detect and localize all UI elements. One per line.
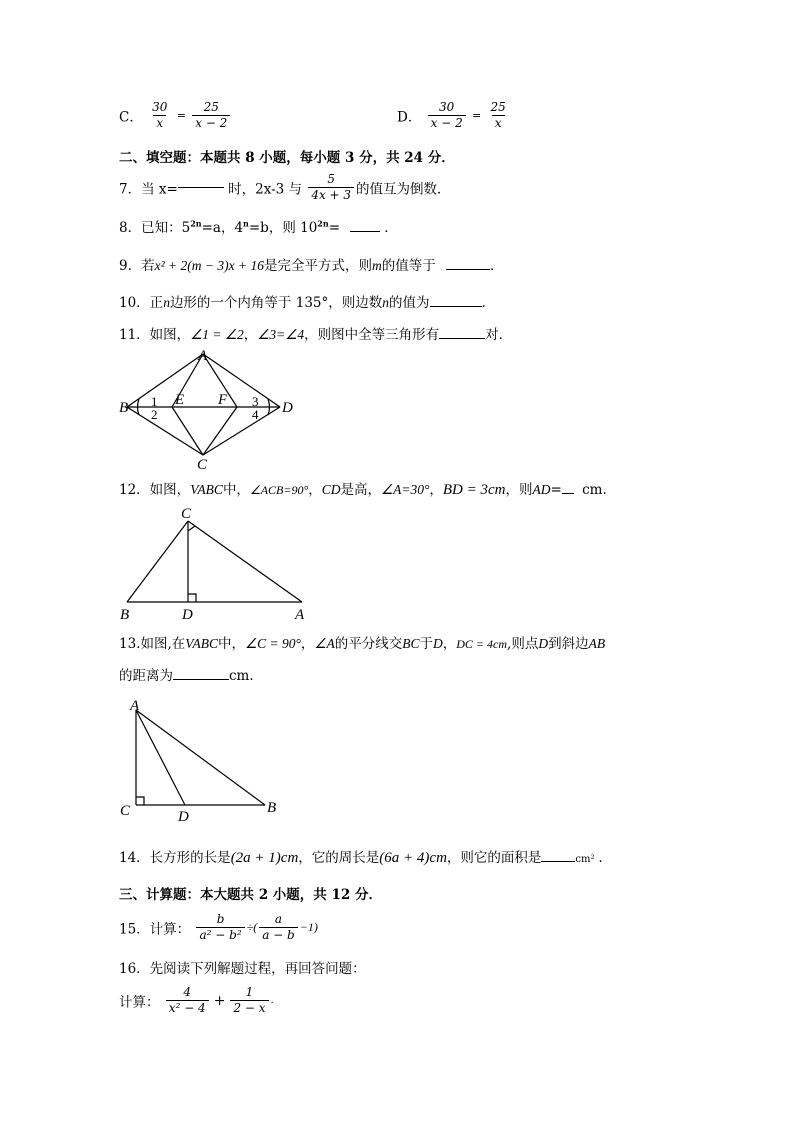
label-A: A xyxy=(130,698,140,714)
label-B: B xyxy=(120,607,130,623)
q9-expression: x² + 2(m − 3)x + 16 xyxy=(154,258,264,273)
section-3-heading: 三、计算题：本大题共 2 小题，共 12 分． xyxy=(119,887,382,903)
label-D: D xyxy=(282,400,293,416)
label-C: C xyxy=(120,803,131,819)
label-D: D xyxy=(178,809,189,825)
question-10: 10．正n边形的一个内角等于 135°，则边数n的值为 ． xyxy=(119,295,495,311)
label-F: F xyxy=(218,392,228,408)
answer-blank[interactable] xyxy=(350,231,380,232)
label-A: A xyxy=(198,348,208,364)
answer-blank[interactable] xyxy=(446,269,490,270)
option-c-left-fraction: $\frac{30}{x}$ xyxy=(152,100,168,130)
answer-blank[interactable] xyxy=(430,306,482,307)
label-D: D xyxy=(182,607,193,623)
angle-1: 1 xyxy=(151,394,158,409)
option-c-right-fraction: $\frac{25}{x - 2}$ xyxy=(192,100,230,131)
q7-fraction: $\frac{5}{4x + 3}$ xyxy=(308,172,354,203)
figure-12-right-triangle xyxy=(115,502,315,624)
figure-11-kite-diagram xyxy=(115,345,300,473)
question-12: 12．如图，VABC中，∠ACB=90°，CD是高，∠A=30°，BD = 3cm，则AD= cm. xyxy=(119,482,607,498)
answer-blank[interactable] xyxy=(173,679,229,680)
option-d-right-fraction: $\frac{25}{x}$ xyxy=(490,100,506,130)
q15-fraction-2: $\frac{a}{a - b}$ xyxy=(259,912,298,943)
question-8: 8．已知：$5^{2n}=a$，$4^n=b$，则 $10^{2n}=$ ． xyxy=(119,218,398,236)
label-A: A xyxy=(295,607,305,623)
angle-3: 3 xyxy=(252,394,259,409)
label-C: C xyxy=(181,506,192,522)
answer-blank[interactable] xyxy=(178,187,224,188)
question-9: 9．若x² + 2(m − 3)x + 16是完全平方式，则m的值等于 ． xyxy=(119,258,504,274)
angle-4: 4 xyxy=(252,407,259,422)
question-13: 13.如图,在VABC中，∠C = 90°，∠A的平分线交BC于D，DC = 4cm,则点D到斜边AB xyxy=(119,636,606,652)
label-B: B xyxy=(267,800,277,816)
option-d-label: D． xyxy=(397,109,422,126)
question-7: 7．当 x= 时，2x-3 与 $\frac{5}{4x + 3}$ 的值互为倒数． xyxy=(119,172,451,202)
answer-blank[interactable] xyxy=(562,493,574,494)
answer-blank[interactable] xyxy=(439,338,485,339)
section-2-heading: 二、填空题：本题共 8 小题，每小题 3 分，共 24 分． xyxy=(119,150,455,166)
question-11: 11．如图，∠1 = ∠2，∠3=∠4，则图中全等三角形有 对． xyxy=(119,327,513,343)
q15-fraction-1: $\frac{b}{\text{a² − b²}}$ xyxy=(196,912,244,943)
option-c: C． $\frac{30}{x}$ = $\frac{25}{x - 2}$ xyxy=(119,100,232,131)
option-c-label: C． xyxy=(119,109,143,126)
figure-13-angle-bisector xyxy=(115,695,290,825)
question-15: 15．计算： $\frac{b}{\text{a² − b²}}$ ÷( $\frac{a}{a - b}$ −1) xyxy=(119,912,318,942)
question-13-line-2: 的距离为 cm． xyxy=(119,668,263,684)
question-16: 16．先阅读下列解题过程，再回答问题： xyxy=(119,961,366,977)
label-C: C xyxy=(197,457,208,473)
angle-2: 2 xyxy=(151,407,158,422)
answer-blank[interactable] xyxy=(541,861,575,862)
calc-expression: 计算： $\frac{4}{\text{x² − 4}}$ + $\frac{1}{2 - x}$ . xyxy=(119,985,274,1015)
calc-fraction-2: $\frac{1}{2 - x}$ xyxy=(230,985,268,1016)
option-d: D． $\frac{30}{x - 2}$ = $\frac{25}{x}$ xyxy=(397,100,511,131)
calc-fraction-1: $\frac{4}{\text{x² − 4}}$ xyxy=(166,985,209,1016)
question-14: 14．长方形的长是(2a + 1)cm，它的周长是(6a + 4)cm，则它的面积是 cm² ． xyxy=(119,850,612,866)
option-d-left-fraction: $\frac{30}{x - 2}$ xyxy=(428,100,466,131)
label-E: E xyxy=(175,392,185,408)
label-B: B xyxy=(119,400,129,416)
